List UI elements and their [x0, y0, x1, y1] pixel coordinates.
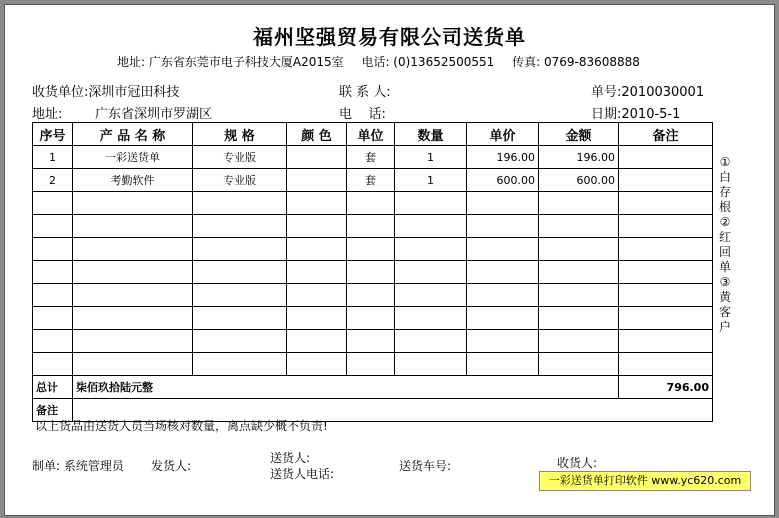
document-title: 福州坚强贸易有限公司送货单 [253, 25, 526, 49]
order-no-value: 2010030001 [621, 85, 705, 100]
shipper-field: 发货人: [151, 459, 192, 473]
side-char: 客 [718, 305, 731, 319]
header-amount: 金额 [539, 123, 619, 146]
total-in-words: 柒佰玖拾陆元整 [73, 376, 619, 399]
header-spec: 规 格 [193, 123, 287, 146]
items-table [32, 122, 713, 422]
header-product: 产 品 名 称 [73, 123, 193, 146]
company-phone: 电话: (0)13652500551 [361, 55, 495, 69]
cell-amount: 196.00 [539, 146, 619, 169]
cell-remark [619, 146, 713, 169]
order-no-field [591, 81, 704, 100]
cell-color [287, 146, 347, 169]
table-row [33, 146, 713, 169]
side-char: ① [719, 155, 731, 169]
side-char: 存 [718, 185, 731, 199]
company-address: 地址: 广东省东莞市电子科技大厦A2015室 [117, 55, 344, 69]
side-char: 回 [718, 245, 731, 259]
remark-label: 备注 [33, 399, 73, 422]
copy-distribution-note [714, 155, 736, 335]
receiver-value: 深圳市冠田科技 [88, 85, 180, 100]
company-contact-line [117, 53, 654, 70]
side-char: 白 [718, 170, 731, 184]
phone-label: 电 话: [339, 107, 386, 122]
cell-spec: 专业版 [193, 169, 287, 192]
cell-product: 考勤软件 [73, 169, 193, 192]
cell-amount: 600.00 [539, 169, 619, 192]
total-amount: 796.00 [619, 376, 713, 399]
header-qty: 数量 [395, 123, 467, 146]
address-value: 广东省深圳市罗湖区 [95, 107, 213, 122]
maker-field: 制单: 系统管理员 [32, 459, 124, 473]
header-price: 单价 [467, 123, 539, 146]
empty-row [33, 192, 713, 215]
cell-qty: 1 [395, 169, 467, 192]
cell-unit: 套 [347, 169, 395, 192]
contact-label: 联 系 人: [339, 85, 391, 100]
deliverer-field: 送货人: [270, 451, 311, 465]
empty-row [33, 353, 713, 376]
empty-row [33, 238, 713, 261]
cell-index: 2 [33, 169, 73, 192]
side-char: ② [719, 215, 731, 229]
header-unit: 单位 [347, 123, 395, 146]
empty-row [33, 261, 713, 284]
cell-qty: 1 [395, 146, 467, 169]
date-field [591, 103, 680, 122]
receiver-field [32, 81, 179, 100]
receiver-label: 收货单位: [32, 85, 89, 100]
side-char: 黄 [718, 290, 731, 304]
header-remark: 备注 [619, 123, 713, 146]
side-char: 单 [718, 260, 731, 274]
date-label: 日期: [591, 107, 622, 122]
liability-notice: 以上货品由送货人员当场核对数量，离点缺少概不负责! [35, 419, 328, 433]
cell-product: 一彩送货单 [73, 146, 193, 169]
table-row [33, 169, 713, 192]
deliverer-phone-field: 送货人电话: [270, 467, 335, 481]
cell-spec: 专业版 [193, 146, 287, 169]
empty-row [33, 284, 713, 307]
cell-color [287, 169, 347, 192]
cell-price: 600.00 [467, 169, 539, 192]
address-label: 地址: [32, 107, 63, 122]
empty-row [33, 307, 713, 330]
cell-unit: 套 [347, 146, 395, 169]
total-label: 总计 [33, 376, 73, 399]
table-header-row [33, 123, 713, 146]
order-no-label: 单号: [591, 85, 622, 100]
company-fax: 传真: 0769-83608888 [512, 55, 640, 69]
side-char: 户 [718, 320, 731, 334]
cell-remark [619, 169, 713, 192]
total-row [33, 376, 713, 399]
empty-row [33, 330, 713, 353]
delivery-note-paper [4, 4, 775, 516]
side-char: 红 [718, 230, 731, 244]
header-index: 序号 [33, 123, 73, 146]
receiver-sign-field: 收货人: [557, 456, 598, 470]
side-char: ③ [719, 275, 731, 289]
cell-price: 196.00 [467, 146, 539, 169]
cell-index: 1 [33, 146, 73, 169]
empty-row [33, 215, 713, 238]
software-badge[interactable]: 一彩送货单打印软件 www.yc620.com [539, 471, 751, 491]
side-char: 根 [718, 200, 731, 214]
date-value: 2010-5-1 [621, 107, 681, 122]
header-color: 颜 色 [287, 123, 347, 146]
vehicle-field: 送货车号: [399, 459, 452, 473]
